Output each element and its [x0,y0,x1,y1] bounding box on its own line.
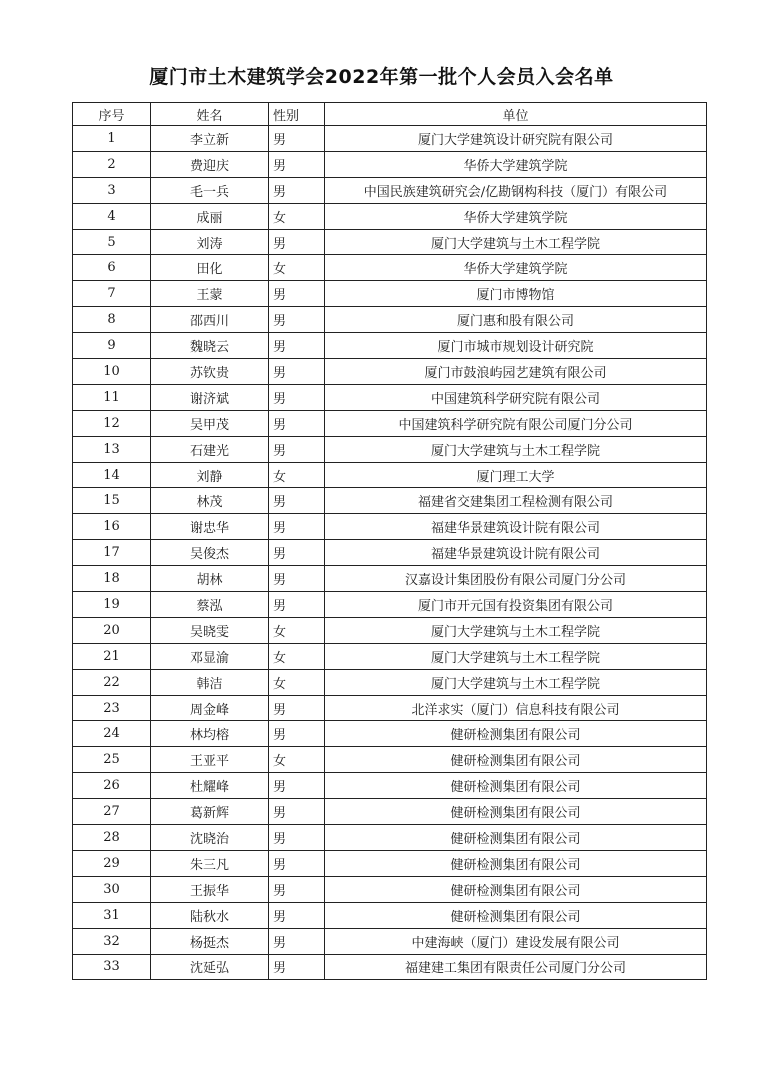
table-row [73,307,707,333]
cell-gender: 男 [269,307,325,333]
cell-unit: 中国民族建筑研究会/亿勘钢构科技（厦门）有限公司 [325,177,707,203]
cell-seq: 21 [73,643,151,669]
cell-seq: 24 [73,721,151,747]
cell-name: 沈延弘 [151,954,269,980]
table-row [73,514,707,540]
member-roster-table [72,102,707,980]
table-row [73,669,707,695]
cell-unit: 厦门大学建筑与土木工程学院 [325,229,707,255]
cell-gender: 男 [269,488,325,514]
cell-gender: 女 [269,747,325,773]
cell-seq: 12 [73,410,151,436]
cell-unit: 汉嘉设计集团股份有限公司厦门分公司 [325,566,707,592]
cell-gender: 男 [269,359,325,385]
cell-unit: 中国建筑科学研究院有限公司厦门分公司 [325,410,707,436]
cell-name: 李立新 [151,126,269,152]
cell-unit: 华侨大学建筑学院 [325,203,707,229]
cell-name: 魏晓云 [151,333,269,359]
table-row [73,177,707,203]
cell-seq: 25 [73,747,151,773]
table-row [73,566,707,592]
cell-gender: 男 [269,229,325,255]
cell-seq: 2 [73,151,151,177]
cell-name: 杨挺杰 [151,928,269,954]
cell-gender: 女 [269,643,325,669]
cell-name: 石建光 [151,436,269,462]
table-row [73,799,707,825]
cell-seq: 9 [73,333,151,359]
cell-seq: 28 [73,825,151,851]
cell-name: 田化 [151,255,269,281]
table-row [73,773,707,799]
table-row [73,151,707,177]
cell-gender: 女 [269,203,325,229]
cell-name: 吴晓雯 [151,617,269,643]
header-gender: 性别 [269,103,325,126]
table-row [73,255,707,281]
cell-seq: 18 [73,566,151,592]
cell-gender: 男 [269,410,325,436]
cell-gender: 男 [269,954,325,980]
cell-seq: 13 [73,436,151,462]
cell-seq: 3 [73,177,151,203]
cell-name: 王亚平 [151,747,269,773]
cell-unit: 华侨大学建筑学院 [325,255,707,281]
cell-unit: 华侨大学建筑学院 [325,151,707,177]
cell-gender: 男 [269,928,325,954]
cell-name: 邵西川 [151,307,269,333]
table-row [73,462,707,488]
cell-unit: 厦门大学建筑与土木工程学院 [325,436,707,462]
cell-unit: 厦门理工大学 [325,462,707,488]
table-row [73,281,707,307]
cell-unit: 厦门大学建筑与土木工程学院 [325,617,707,643]
table-row [73,825,707,851]
cell-unit: 厦门大学建筑与土木工程学院 [325,669,707,695]
table-row [73,488,707,514]
cell-gender: 男 [269,281,325,307]
cell-name: 邓显渝 [151,643,269,669]
table-header [73,103,707,126]
header-name: 姓名 [151,103,269,126]
table-row [73,876,707,902]
cell-unit: 福建华景建筑设计院有限公司 [325,514,707,540]
table-row [73,643,707,669]
cell-name: 苏钦贵 [151,359,269,385]
cell-gender: 男 [269,773,325,799]
cell-name: 陆秋水 [151,902,269,928]
cell-name: 毛一兵 [151,177,269,203]
cell-gender: 女 [269,255,325,281]
header-seq: 序号 [73,103,151,126]
cell-gender: 男 [269,436,325,462]
table-row [73,747,707,773]
cell-seq: 15 [73,488,151,514]
cell-name: 刘涛 [151,229,269,255]
cell-seq: 20 [73,617,151,643]
cell-name: 周金峰 [151,695,269,721]
table-row [73,928,707,954]
cell-unit: 健研检测集团有限公司 [325,799,707,825]
cell-name: 吴俊杰 [151,540,269,566]
cell-unit: 中建海峡（厦门）建设发展有限公司 [325,928,707,954]
table-row [73,410,707,436]
cell-unit: 厦门惠和股有限公司 [325,307,707,333]
table-row [73,436,707,462]
cell-name: 吴甲茂 [151,410,269,436]
cell-gender: 男 [269,126,325,152]
table-row [73,695,707,721]
cell-name: 韩洁 [151,669,269,695]
header-row [73,103,707,126]
cell-seq: 29 [73,850,151,876]
cell-unit: 厦门大学建筑设计研究院有限公司 [325,126,707,152]
cell-name: 成丽 [151,203,269,229]
cell-gender: 男 [269,177,325,203]
cell-seq: 32 [73,928,151,954]
cell-seq: 23 [73,695,151,721]
table-row [73,617,707,643]
cell-name: 费迎庆 [151,151,269,177]
cell-name: 胡林 [151,566,269,592]
cell-seq: 19 [73,592,151,618]
cell-seq: 22 [73,669,151,695]
cell-gender: 男 [269,514,325,540]
cell-name: 林茂 [151,488,269,514]
cell-seq: 14 [73,462,151,488]
cell-unit: 北洋求实（厦门）信息科技有限公司 [325,695,707,721]
table-row [73,721,707,747]
cell-seq: 6 [73,255,151,281]
cell-unit: 健研检测集团有限公司 [325,902,707,928]
cell-gender: 男 [269,876,325,902]
cell-unit: 厦门大学建筑与土木工程学院 [325,643,707,669]
cell-unit: 厦门市鼓浪屿园艺建筑有限公司 [325,359,707,385]
table-row [73,850,707,876]
cell-gender: 男 [269,850,325,876]
cell-name: 林均榕 [151,721,269,747]
cell-seq: 30 [73,876,151,902]
table-row [73,126,707,152]
cell-gender: 男 [269,151,325,177]
cell-unit: 健研检测集团有限公司 [325,721,707,747]
cell-gender: 男 [269,721,325,747]
cell-unit: 福建建工集团有限责任公司厦门分公司 [325,954,707,980]
cell-seq: 31 [73,902,151,928]
cell-gender: 女 [269,462,325,488]
cell-seq: 33 [73,954,151,980]
cell-seq: 11 [73,384,151,410]
header-unit: 单位 [325,103,707,126]
cell-gender: 男 [269,333,325,359]
table-row [73,902,707,928]
cell-unit: 福建华景建筑设计院有限公司 [325,540,707,566]
cell-gender: 男 [269,825,325,851]
cell-unit: 厦门市博物馆 [325,281,707,307]
cell-unit: 福建省交建集团工程检测有限公司 [325,488,707,514]
cell-name: 刘静 [151,462,269,488]
table-row [73,229,707,255]
cell-gender: 女 [269,669,325,695]
cell-name: 朱三凡 [151,850,269,876]
cell-gender: 女 [269,617,325,643]
table-body [73,126,707,980]
cell-seq: 5 [73,229,151,255]
cell-unit: 健研检测集团有限公司 [325,747,707,773]
cell-name: 谢忠华 [151,514,269,540]
cell-gender: 男 [269,592,325,618]
table-row [73,592,707,618]
cell-unit: 厦门市城市规划设计研究院 [325,333,707,359]
table-row [73,954,707,980]
cell-name: 蔡泓 [151,592,269,618]
cell-name: 杜耀峰 [151,773,269,799]
cell-unit: 健研检测集团有限公司 [325,850,707,876]
table-row [73,540,707,566]
table-row [73,203,707,229]
cell-seq: 26 [73,773,151,799]
cell-gender: 男 [269,695,325,721]
cell-unit: 健研检测集团有限公司 [325,876,707,902]
cell-seq: 8 [73,307,151,333]
cell-seq: 27 [73,799,151,825]
cell-gender: 男 [269,902,325,928]
cell-unit: 厦门市开元国有投资集团有限公司 [325,592,707,618]
cell-name: 谢济斌 [151,384,269,410]
table-row [73,359,707,385]
cell-seq: 17 [73,540,151,566]
cell-gender: 男 [269,384,325,410]
table-row [73,384,707,410]
cell-gender: 男 [269,799,325,825]
cell-seq: 16 [73,514,151,540]
table-row [73,333,707,359]
cell-seq: 10 [73,359,151,385]
cell-seq: 1 [73,126,151,152]
cell-name: 葛新辉 [151,799,269,825]
cell-seq: 4 [73,203,151,229]
cell-gender: 男 [269,566,325,592]
cell-name: 王蒙 [151,281,269,307]
cell-name: 王振华 [151,876,269,902]
cell-unit: 中国建筑科学研究院有限公司 [325,384,707,410]
cell-seq: 7 [73,281,151,307]
page-title: 厦门市土木建筑学会2022年第一批个人会员入会名单 [149,66,614,88]
cell-unit: 健研检测集团有限公司 [325,825,707,851]
cell-name: 沈晓治 [151,825,269,851]
cell-unit: 健研检测集团有限公司 [325,773,707,799]
cell-gender: 男 [269,540,325,566]
